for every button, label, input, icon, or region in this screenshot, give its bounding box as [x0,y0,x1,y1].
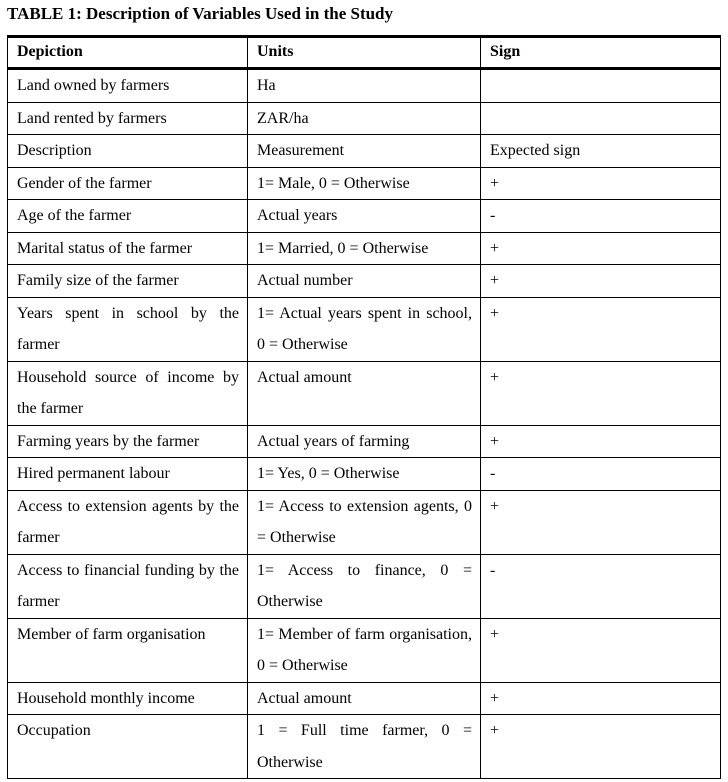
units-cell: 1= Access to extension agents, 0 = Otherwise [248,490,481,554]
table-row [8,554,721,618]
units-cell: ZAR/ha [248,102,481,135]
units-cell: Actual amount [248,682,481,715]
sign-cell: + [481,297,721,361]
sign-cell: - [481,200,721,233]
table-body [8,69,721,779]
sign-cell: + [481,425,721,458]
depiction-cell: Age of the farmer [8,200,248,233]
sign-cell: + [481,265,721,298]
depiction-cell: Years spent in school by the farmer [8,297,248,361]
sign-cell [481,69,721,103]
header-units: Units [248,37,481,69]
sign-cell: + [481,167,721,200]
table-title: TABLE 1: Description of Variables Used in the Study [7,4,394,23]
table-row [8,232,721,265]
table-row [8,102,721,135]
depiction-cell: Hired permanent labour [8,458,248,491]
depiction-cell: Land rented by farmers [8,102,248,135]
sign-cell: + [481,361,721,425]
units-cell: 1= Actual years spent in school, 0 = Otherwise [248,297,481,361]
table-row [8,618,721,682]
depiction-cell: Member of farm organisation [8,618,248,682]
units-cell: Actual amount [248,361,481,425]
sign-cell: + [481,232,721,265]
table-row [8,200,721,233]
sign-cell: + [481,618,721,682]
table-row [8,69,721,103]
units-cell: Ha [248,69,481,103]
sign-cell: Expected sign [481,135,721,168]
table-row [8,425,721,458]
units-cell: 1= Male, 0 = Otherwise [248,167,481,200]
depiction-cell: Description [8,135,248,168]
units-cell: Actual years of farming [248,425,481,458]
table-row [8,297,721,361]
depiction-cell: Farming years by the farmer [8,425,248,458]
sign-cell [481,102,721,135]
units-cell: Actual number [248,265,481,298]
units-cell: Actual years [248,200,481,233]
units-cell: 1= Married, 0 = Otherwise [248,232,481,265]
depiction-cell: Marital status of the farmer [8,232,248,265]
header-depiction: Depiction [8,37,248,69]
table-row [8,490,721,554]
sign-cell: + [481,682,721,715]
depiction-cell: Household source of income by the farmer [8,361,248,425]
variables-table [7,35,721,779]
sign-cell: + [481,715,721,779]
sign-cell: - [481,458,721,491]
table-header-row [8,37,721,69]
depiction-cell: Household monthly income [8,682,248,715]
table-row [8,361,721,425]
units-cell: 1= Member of farm organisation, 0 = Otherwise [248,618,481,682]
units-cell: Measurement [248,135,481,168]
table-row [8,167,721,200]
depiction-cell: Land owned by farmers [8,69,248,103]
depiction-cell: Gender of the farmer [8,167,248,200]
table-row [8,265,721,298]
table-row [8,458,721,491]
sign-cell: - [481,554,721,618]
table-row [8,135,721,168]
depiction-cell: Occupation [8,715,248,779]
depiction-cell: Family size of the farmer [8,265,248,298]
depiction-cell: Access to financial funding by the farmer [8,554,248,618]
table-row [8,682,721,715]
units-cell: 1= Access to finance, 0 = Otherwise [248,554,481,618]
units-cell: 1= Yes, 0 = Otherwise [248,458,481,491]
depiction-cell: Access to extension agents by the farmer [8,490,248,554]
table-row [8,715,721,779]
units-cell: 1 = Full time farmer, 0 = Otherwise [248,715,481,779]
sign-cell: + [481,490,721,554]
header-sign: Sign [481,37,721,69]
